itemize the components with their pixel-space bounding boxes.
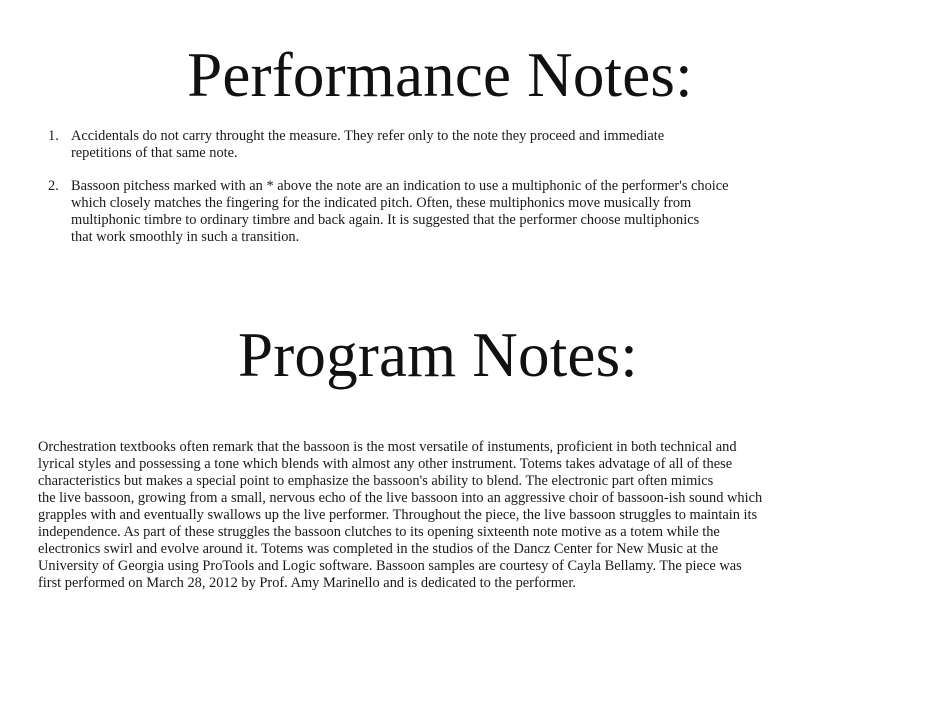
note-text (71, 128, 888, 162)
performance-notes-list (48, 128, 888, 262)
paragraph-line: the live bassoon, growing from a small, nervous echo of the live bassoon into an aggressive choir of bassoon-ish sound which (38, 490, 763, 506)
program-notes-heading: Program Notes: (238, 320, 638, 390)
paragraph-line: lyrical styles and possessing a tone which blends with almost any other instrument. Totems takes advatage of all of these (38, 456, 733, 472)
note-line: Bassoon pitchess marked with an * above the note are an indication to use a multiphonic of the performer's choice (71, 178, 729, 194)
paragraph-line: Orchestration textbooks often remark that the bassoon is the most versatile of instuments, proficient in both technical and (38, 439, 737, 455)
paragraph-line: electronics swirl and evolve around it. Totems was completed in the studios of the Dancz Center for New Music at the (38, 541, 719, 557)
note-text (71, 178, 888, 246)
paragraph-line: first performed on March 28, 2012 by Prof. Amy Marinello and is dedicated to the performer. (38, 575, 576, 591)
note-line: that work smoothly in such a transition. (71, 229, 300, 245)
paragraph-line: grapples with and eventually swallows up the live performer. Throughout the piece, the live bassoon struggles to maintain its (38, 507, 758, 523)
note-line: which closely matches the fingering for the indicated pitch. Often, these multiphonics move musically from (71, 195, 692, 211)
performance-note-2 (48, 178, 888, 246)
paragraph-line: characteristics but makes a special point to emphasize the bassoon's ability to blend. The electronic part often mimics (38, 473, 714, 489)
note-number: 2. (48, 178, 59, 194)
program-notes-paragraph (38, 439, 918, 592)
paragraph-line: independence. As part of these struggles the bassoon clutches to its opening sixteenth note motive as a totem while the (38, 524, 720, 540)
performance-notes-heading: Performance Notes: (187, 40, 693, 110)
note-line: repetitions of that same note. (71, 145, 238, 161)
note-line: multiphonic timbre to ordinary timbre and back again. It is suggested that the performer choose multiphonics (71, 212, 700, 228)
note-line: Accidentals do not carry throught the measure. They refer only to the note they proceed and immediate (71, 128, 665, 144)
paragraph-line: University of Georgia using ProTools and Logic software. Bassoon samples are courtesy of Cayla Bellamy. The piece was (38, 558, 742, 574)
note-number: 1. (48, 128, 59, 144)
performance-note-1 (48, 128, 888, 162)
